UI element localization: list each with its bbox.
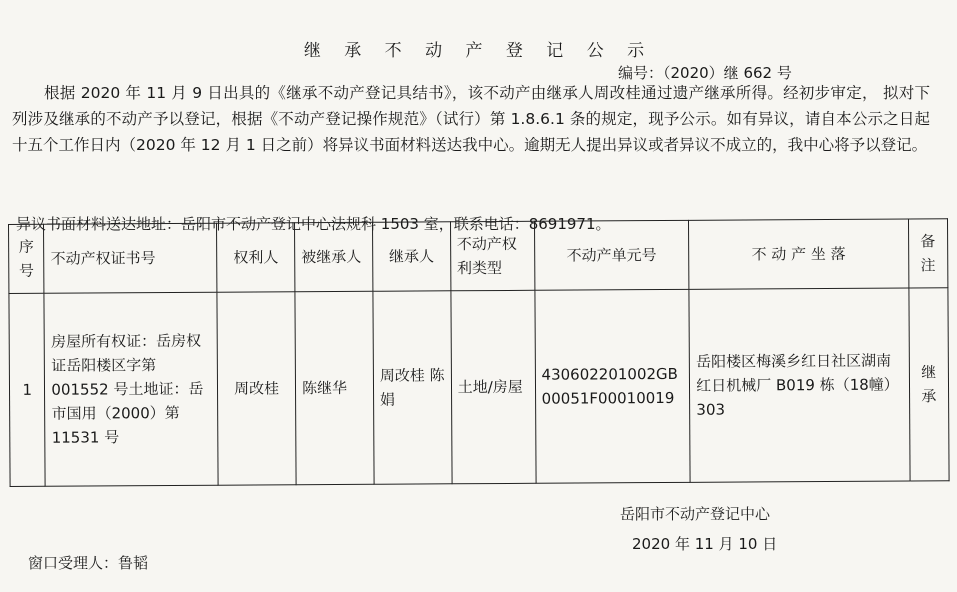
header-note: 备注 (908, 219, 948, 288)
issue-date: 2020 年 11 月 10 日 (632, 535, 778, 553)
cell-decedent: 陈继华 (295, 291, 374, 484)
registration-table (8, 218, 950, 487)
header-cert-number: 不动产权证书号 (44, 223, 217, 293)
header-owner: 权利人 (217, 223, 295, 292)
cell-cert-number: 房屋所有权证：岳房权证岳阳楼区字第 001552 号土地证：岳市国用（2000）第 11531 号 (44, 292, 218, 486)
cell-location: 岳阳楼区梅溪乡红日社区湖南红日机械厂 B019 栋（18幢）303 (689, 288, 910, 482)
table-row (9, 288, 949, 487)
cell-owner: 周改桂 (217, 292, 296, 485)
header-location: 不 动 产 坐 落 (689, 219, 909, 289)
table-header-row (9, 219, 948, 294)
header-right-type: 不动产权利类型 (450, 221, 534, 291)
notice-body: 根据 2020 年 11 月 9 日出具的《继承不动产登记具结书》，该不动产由继承人周改桂通过遗产继承所得。经初步审定， 拟对下列涉及继承的不动产予以登记，根据《不动产登记操作规范》（试行）第 1.8.6.1 条的规定，现予公示。如有异议，请自本公示之日起十五个工作日内（2020 年 12 月 1 日之前）将异议书面材料送达我中心。逾期无人提出异议或者异议不成立的，我中心将予以登记。 (12, 84, 930, 154)
document-number: 编号：（2020）继 662 号 (618, 64, 792, 82)
issuing-organization: 岳阳市不动产登记中心 (620, 505, 771, 523)
notice-title: 继 承 不 动 产 登 记 公 示 (303, 41, 654, 61)
cell-note: 继承 (908, 288, 949, 481)
header-heir: 继承人 (372, 222, 450, 291)
objection-address: 异议书面材料送达地址：岳阳市不动产登记中心法规科 1503 室，联系电话：8691971。 (16, 215, 611, 233)
header-unit-number: 不动产单元号 (534, 220, 689, 290)
cell-unit-number: 430602201002GB00051F00010019 (534, 289, 690, 483)
window-clerk: 窗口受理人：鲁韬 (28, 554, 149, 572)
cell-right-type: 土地/房屋 (451, 290, 536, 484)
header-seq: 序号 (9, 224, 45, 293)
cell-seq: 1 (9, 293, 46, 486)
header-decedent: 被继承人 (295, 222, 373, 291)
cell-heir: 周改桂 陈娟 (373, 291, 452, 484)
